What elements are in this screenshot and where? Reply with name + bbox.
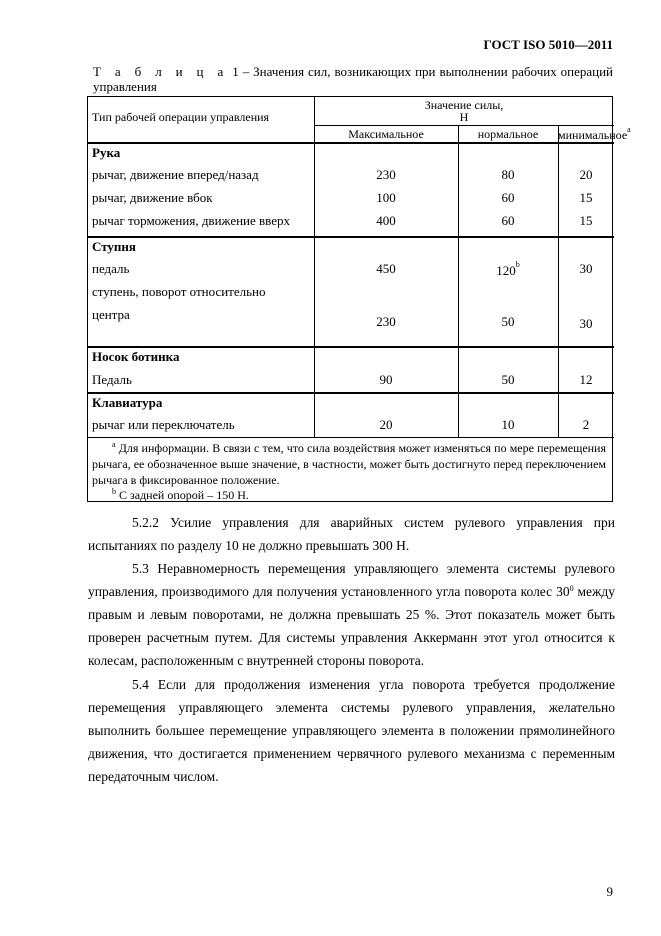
- notes-divider: [88, 437, 614, 438]
- row-label: Педаль: [92, 372, 132, 387]
- group-title: Носок ботинка: [92, 349, 180, 364]
- group-title: Клавиатура: [92, 395, 163, 410]
- row-label: рычаг или переключатель: [92, 417, 235, 432]
- group-title: Рука: [92, 145, 121, 160]
- paragraph-5-2-2: 5.2.2 Усилие управления для аварийных систем рулевого управления при испытаниях по разделу 10 не должно превышать 300 Н.: [88, 515, 615, 553]
- table-caption-number: 1: [232, 64, 239, 79]
- cell-min: 2: [582, 417, 590, 432]
- cell-max: 90: [379, 372, 393, 387]
- paragraph-5-4: 5.4 Если для продолжения изменения угла поворота требуется продолжение перемещения управляющего элемента системы рулевого управления, желательно выполнить большее перемещение управляющего элемента в положении прямолинейного движения, что достигается применением червячного рулевого механизма с переменным передаточным числом.: [88, 677, 615, 784]
- cell-max: 450: [376, 261, 396, 276]
- footnote-marker: a: [627, 125, 631, 134]
- row-label: рычаг торможения, движение вверх: [92, 213, 291, 228]
- footnote-marker: b: [515, 260, 520, 269]
- group-title: Ступня: [92, 239, 136, 254]
- col-header-force: Значение силы,: [424, 98, 504, 112]
- header-sub-divider: [314, 125, 614, 126]
- table-caption-text: – Значения сил, возникающих при выполнении рабочих операций управления: [93, 64, 614, 94]
- cell-normal: 120$^b$: [496, 260, 520, 278]
- footnote-marker: b: [112, 487, 116, 496]
- cell-normal: 60: [501, 190, 515, 205]
- cell-max: 20: [379, 417, 393, 432]
- row-label: ступень, поворот относительно: [92, 284, 266, 299]
- col-header-type: Тип рабочей операции управления: [92, 110, 270, 124]
- table-caption: [93, 64, 613, 94]
- col-header-max: Максимальное: [348, 127, 424, 141]
- cell-min: 12: [579, 372, 593, 387]
- page-number: 9: [606, 884, 613, 899]
- cell-max: 400: [376, 213, 396, 228]
- cell-max: 230: [376, 167, 396, 182]
- table-note-a: $^a$ Для информации. В связи с тем, что сила воздействия может изменяться по мере перемещения рычага, ее обозначенное выше значение, в частности, может быть достигнуто перед переключением рычага в фиксированное положение.: [92, 440, 607, 487]
- col-header-min: минимальное$^a$: [558, 125, 631, 142]
- group-divider: [88, 236, 614, 238]
- standard-code: ГОСТ ISO 5010—2011: [483, 37, 613, 52]
- row-label-continued: центра: [92, 307, 130, 322]
- cell-min: 15: [579, 190, 593, 205]
- col-header-force-unit: Н: [459, 110, 469, 124]
- paragraph-5-3: 5.3 Неравномерность перемещения управляющего элемента системы рулевого управления, производимого для получения установленного угла поворота колес $30^0$ между правым и левым поворотами, не должна превышать 25 %. Этот показатель может быть проверен расчетным путем. Для системы управления Аккерманн этот угол относится к колесам, расположенным с внутренней стороны поворота.: [88, 561, 616, 668]
- table-caption-label: Т а б л и ц а: [93, 64, 229, 79]
- cell-normal: 60: [501, 213, 515, 228]
- header-bottom-rule: [88, 142, 614, 144]
- group-divider: [88, 346, 614, 348]
- cell-min: 30: [579, 261, 593, 276]
- cell-min: 20: [579, 167, 593, 182]
- table-note-b: $^b$ С задней опорой – 150 Н.: [112, 487, 249, 502]
- cell-normal: 50: [501, 314, 515, 329]
- degree-sup: 0: [569, 584, 574, 593]
- cell-normal: 10: [501, 417, 515, 432]
- footnote-marker: a: [112, 440, 116, 449]
- cell-min: 30: [579, 316, 593, 331]
- cell-normal: 80: [501, 167, 515, 182]
- row-label: педаль: [92, 261, 130, 276]
- cell-normal: 50: [501, 372, 515, 387]
- row-label: рычаг, движение вперед/назад: [92, 167, 259, 182]
- col-header-normal: нормальное: [477, 127, 539, 141]
- cell-max: 100: [376, 190, 396, 205]
- force-table: [87, 96, 631, 502]
- row-label: рычаг, движение вбок: [92, 190, 213, 205]
- group-divider: [88, 392, 614, 394]
- cell-max: 230: [376, 314, 396, 329]
- cell-min: 15: [579, 213, 593, 228]
